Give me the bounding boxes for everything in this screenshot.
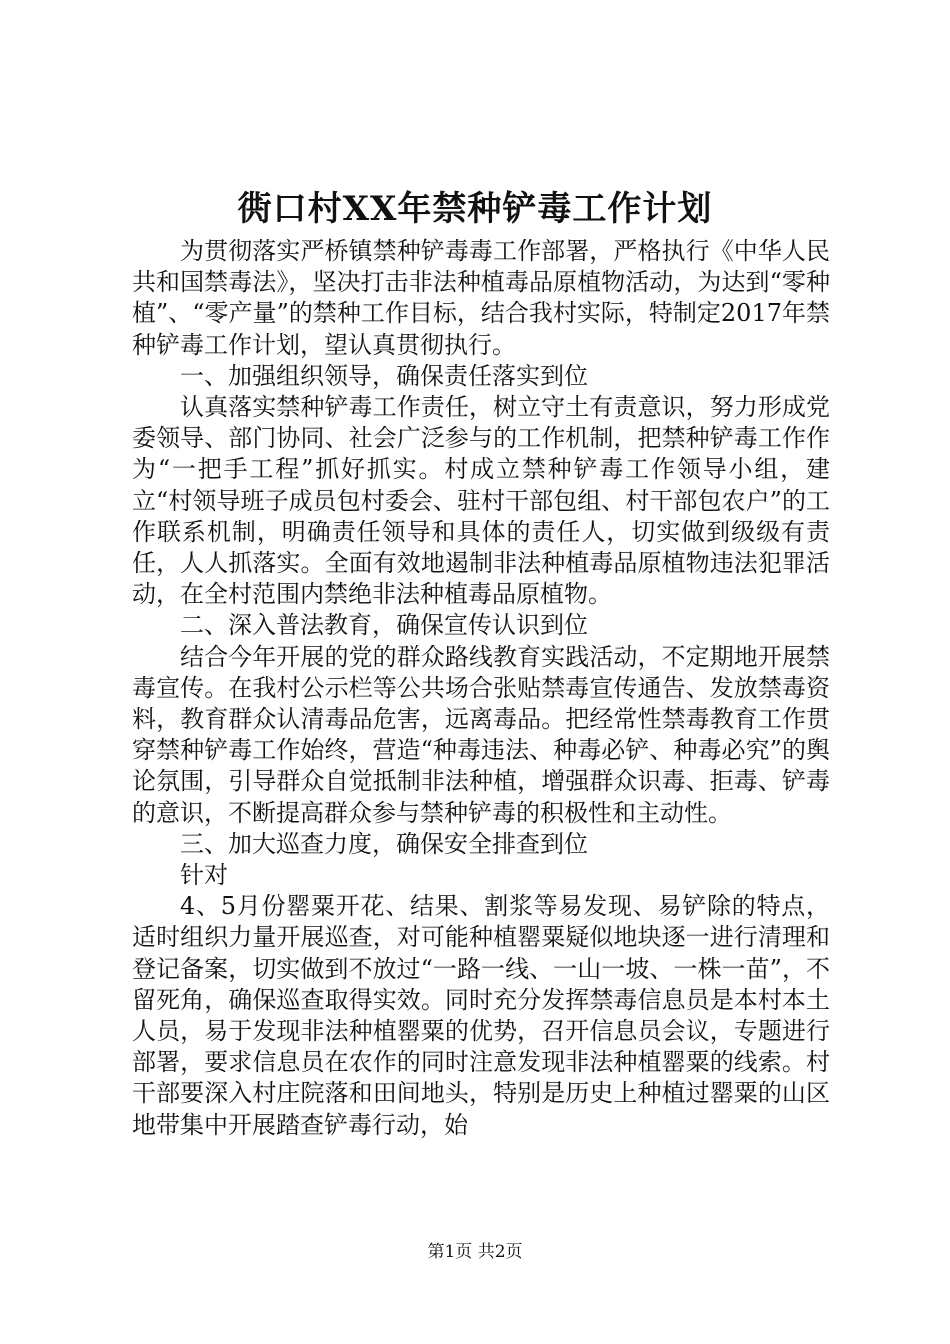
intro-paragraph: 为贯彻落实严桥镇禁种铲毒毒工作部署，严格执行《中华人民共和国禁毒法》，坚决打击非法种植毒品原植物活动，为达到“零种植”、“零产量”的禁种工作目标，结合我村实际，特制定2017年禁种铲毒工作计划，望认真贯彻执行。 [132,237,830,359]
section-heading-1: 一、加强组织领导，确保责任落实到位 [180,361,588,390]
document-title: 衖口村XX年禁种铲毒工作计划 [237,189,713,229]
section-paragraph-3: 4、5月份罂粟开花、结果、割浆等易发现、易铲除的特点，适时组织力量开展巡查，对可能种植罂粟疑似地块逐一进行清理和登记备案，切实做到不放过“一路一线、一山一坡、一株一苗”，不留死角，确保巡查取得实效。同时充分发挥禁毒信息员是本村本土人员，易于发现非法种植罂粟的优势，召开信息员会议，专题进行部署，要求信息员在农作的同时注意发现非法种植罂粟的线索。村干部要深入村庄院落和田间地头，特别是历史上种植过罂粟的山区地带集中开展踏查铲毒行动，始 [132,892,830,1139]
section-paragraph-2: 结合今年开展的党的群众路线教育实践活动，不定期地开展禁毒宣传。在我村公示栏等公共场合张贴禁毒宣传通告、发放禁毒资料，教育群众认清毒品危害，远离毒品。把经常性禁毒教育工作贯穿禁种铲毒工作始终，营造“种毒违法、种毒必铲、种毒必究”的舆论氛围，引导群众自觉抵制非法种植，增强群众识毒、拒毒、铲毒的意识，不断提高群众参与禁种铲毒的积极性和主动性。 [132,642,830,827]
page-footer: 第1页 共2页 [427,1242,523,1262]
section-paragraph-3-lead: 针对 [180,861,228,890]
section-heading-3: 三、加大巡查力度，确保安全排查到位 [180,829,588,858]
section-heading-2: 二、深入普法教育，确保宣传认识到位 [180,611,588,640]
document-body [132,236,830,1141]
section-paragraph-1: 认真落实禁种铲毒工作责任，树立守土有责意识，努力形成党委领导、部门协同、社会广泛参与的工作机制，把禁种铲毒工作作为“一把手工程”抓好抓实。村成立禁种铲毒工作领导小组，建立“村领导班子成员包村委会、驻村干部包组、村干部包农户”的工作联系机制，明确责任领导和具体的责任人，切实做到级级有责任，人人抓落实。全面有效地遏制非法种植毒品原植物违法犯罪活动，在全村范围内禁绝非法种植毒品原植物。 [132,393,830,609]
